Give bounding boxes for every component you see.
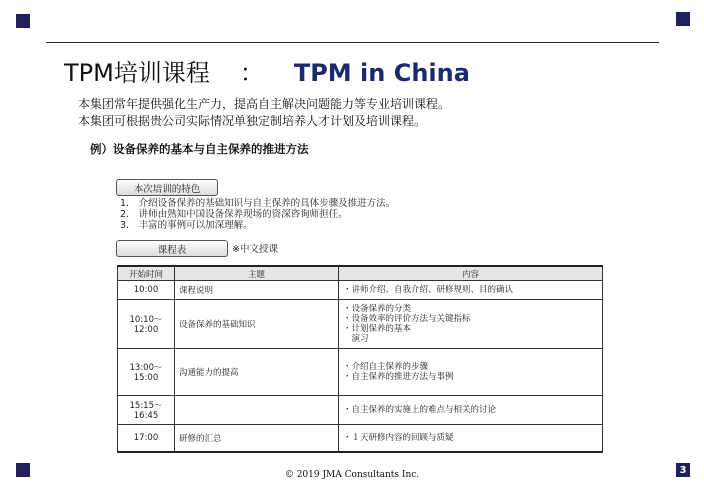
- row-time: [118, 349, 175, 396]
- content-line: 演习: [343, 334, 369, 344]
- row-topic: [175, 396, 339, 425]
- schedule-label-box: 课程表: [116, 240, 228, 257]
- feature-item: 2． 讲师由熟知中国设备保养现场的资深咨询师担任。: [120, 209, 348, 220]
- row-content: [339, 300, 603, 349]
- content-line: ・自主保养的实施上的难点与相关的讨论: [343, 405, 497, 415]
- row-time: 10:00: [118, 281, 175, 300]
- content-line: ・计划保养的基本: [343, 324, 412, 334]
- corner-square-top-right: [676, 12, 690, 26]
- content-line: ・设备效率的评价方法与关键指标: [343, 314, 471, 324]
- time-text: 10:10～ 12:00: [129, 315, 163, 335]
- table-row: [118, 349, 603, 396]
- header-topic: 主题: [175, 266, 339, 281]
- row-content: [339, 349, 603, 396]
- features-list: [120, 198, 395, 231]
- row-content: [339, 425, 603, 452]
- features-label-box: 本次培训的特色: [116, 179, 218, 196]
- table-row: [118, 281, 603, 300]
- row-time: [118, 300, 175, 349]
- copyright-footer: © 2019 JMA Consultants Inc.: [284, 470, 420, 480]
- schedule-table: [117, 265, 603, 453]
- description: [78, 96, 450, 130]
- row-time: 17:00: [118, 425, 175, 452]
- table-row: [118, 300, 603, 349]
- row-topic: 设备保养的基础知识: [175, 300, 339, 349]
- table-header-row: [118, 266, 603, 281]
- header-content: 内容: [339, 266, 603, 281]
- table-row: [118, 425, 603, 452]
- language-note: ※中文授课: [232, 244, 278, 255]
- header-divider: [46, 42, 659, 43]
- example-heading: 例）设备保养的基本与自主保养的推进方法: [90, 142, 309, 156]
- row-content: [339, 396, 603, 425]
- row-time: [118, 396, 175, 425]
- time-text: 15:15～ 16:45: [129, 401, 163, 421]
- content-line: ・１天研修内容的回顾与质疑: [343, 432, 454, 443]
- page-number: 3: [676, 463, 690, 477]
- row-content: [339, 281, 603, 300]
- page-title: [64, 53, 470, 88]
- corner-square-top-left: [16, 14, 30, 28]
- description-line: 本集团可根据贵公司实际情况单独定制培养人才计划及培训课程。: [78, 114, 427, 128]
- content-line: ・讲师介绍、自我介绍、研修规则、目的确认: [343, 285, 514, 295]
- row-topic: 研修的汇总: [175, 425, 339, 452]
- content-line: ・设备保养的分类: [343, 304, 412, 314]
- feature-item: 1． 介绍设备保养的基础知识与自主保养的具体步骤及推进方法。: [120, 198, 396, 209]
- row-topic: 沟通能力的提高: [175, 349, 339, 396]
- time-text: 13:00～ 15:00: [129, 363, 163, 383]
- title-chinese: TPM培训课程: [64, 59, 210, 87]
- title-separator: ：: [239, 59, 264, 87]
- content-line: ・介绍自主保养的步骤: [343, 362, 429, 372]
- title-english: TPM in China: [293, 59, 470, 87]
- content-line: ・自主保养的推进方法与事例: [343, 372, 454, 382]
- description-line: 本集团常年提供强化生产力，提高自主解决问题能力等专业培训课程。: [78, 97, 451, 111]
- header-start-time: 开始时间: [118, 266, 175, 281]
- feature-item: 3． 丰富的事例可以加深理解。: [120, 220, 253, 231]
- row-topic: 课程说明: [175, 281, 339, 300]
- table-row: [118, 396, 603, 425]
